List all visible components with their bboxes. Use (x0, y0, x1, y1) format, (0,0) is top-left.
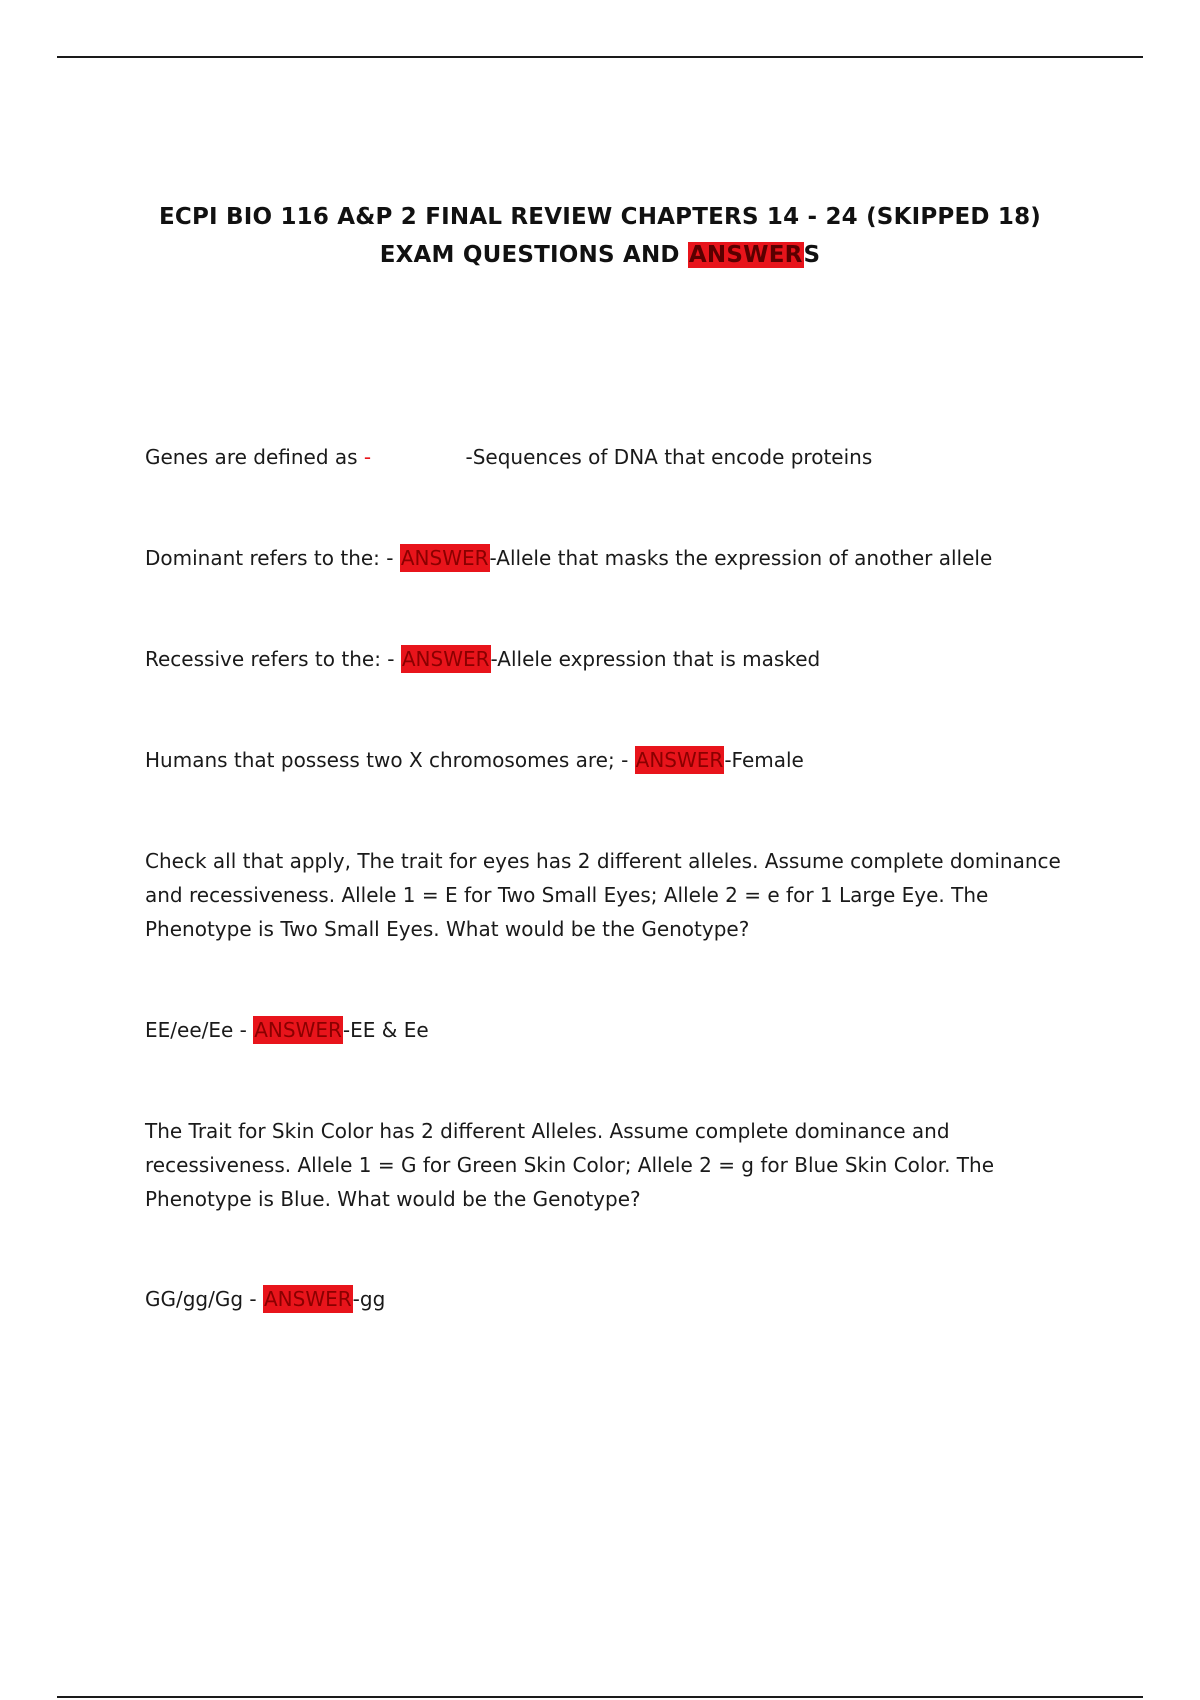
bottom-rule (57, 1696, 1143, 1698)
qa-item-skin-question (145, 1114, 1085, 1216)
answer-text: -Female (724, 748, 804, 772)
answer-marker: ANSWER (401, 647, 490, 671)
separator: - (614, 748, 635, 772)
question-text: The Trait for Skin Color has 2 different Alleles. Assume complete dominance and recessiveness. Allele 1 = G for Green Skin Color; Allele 2 = g for Blue Skin Color. The Phenotype is Blue. What would be the Genotype? (145, 1119, 994, 1211)
separator: - (379, 546, 400, 570)
answer-text: -EE & Ee (342, 1018, 429, 1042)
answer-text: -Allele that masks the expression of another allele (489, 546, 993, 570)
separator: - (357, 445, 378, 469)
answer-text: -Allele expression that is masked (490, 647, 821, 671)
question-text: Genes are defined as (145, 445, 358, 469)
qa-item-skin-answer (145, 1282, 1085, 1316)
answer-text: -gg (352, 1287, 386, 1311)
answer-marker: ANSWER (264, 1287, 352, 1311)
question-text: GG/gg/Gg (145, 1287, 244, 1311)
answer-text: -Sequences of DNA that encode proteins (465, 445, 873, 469)
question-text: Dominant refers to the: (145, 546, 380, 570)
qa-item-dominant (145, 541, 1085, 575)
question-text: Check all that apply, The trait for eyes has 2 different alleles. Assume complete dominance and recessiveness. Allele 1 = E for Two Small Eyes; Allele 2 = e for 1 Large Eye. The Phenotype is Two Small Eyes. What would be the Genotype? (145, 849, 1061, 941)
title-highlight: ANSWER (688, 242, 803, 268)
answer-marker: ANSWER (400, 546, 489, 570)
title-line-1: ECPI BIO 116 A&P 2 FINAL REVIEW CHAPTERS 14 - 24 (SKIPPED 18) (158, 204, 1041, 230)
title-line-2 (100, 236, 1100, 274)
separator: - (233, 1018, 254, 1042)
separator: - (380, 647, 401, 671)
title-line-2-text: EXAM QUESTIONS AND (379, 242, 688, 268)
title-line-2-suffix: S (803, 242, 821, 268)
qa-item-genes (145, 440, 1085, 474)
qa-item-recessive (145, 642, 1085, 676)
document-title (100, 198, 1100, 274)
answer-marker: ANSWER (635, 748, 724, 772)
question-text: Recessive refers to the: (145, 647, 381, 671)
qa-item-eyes-answer (145, 1013, 1085, 1047)
qa-item-eyes-question (145, 844, 1085, 946)
top-rule (57, 56, 1143, 58)
answer-marker: ANSWER (254, 1018, 342, 1042)
question-text: Humans that possess two X chromosomes are; (145, 748, 615, 772)
separator: - (243, 1287, 263, 1311)
qa-item-x-chromosomes (145, 743, 1085, 777)
question-text: EE/ee/Ee (145, 1018, 234, 1042)
